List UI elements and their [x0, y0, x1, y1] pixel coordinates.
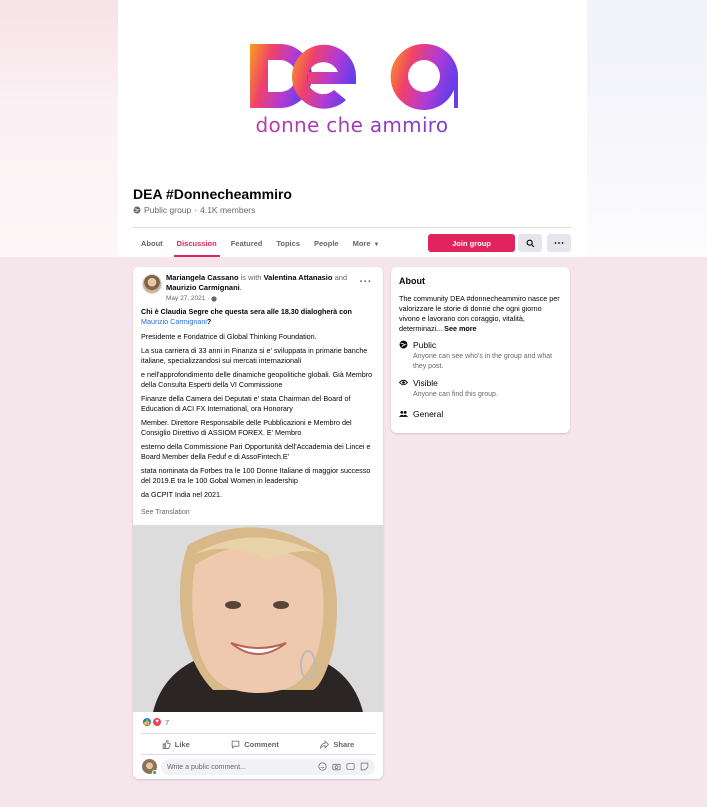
post-paragraph: Finanze della Camera dei Deputati e' stata Chairman del Board of Education di ACI FX International, ora Honorary [141, 394, 351, 413]
globe-icon [211, 296, 217, 302]
like-label: Like [174, 739, 190, 749]
post-paragraph: e nell'approfondimento delle dinamiche geopolitiche globali. Già Membro della Consulta Esperti della VI Commissione [141, 370, 373, 389]
actions-divider-top [141, 733, 375, 734]
tab-more-label: More [352, 239, 371, 248]
visible-description: Anyone can find this group. [413, 391, 498, 398]
public-title: Public [413, 340, 437, 350]
logo-subtitle: donne che ammiro [255, 113, 449, 137]
author-avatar[interactable] [142, 274, 162, 294]
post-paragraph: esterno della Commissione Pari Opportunità dell'Accademia dei Lincei e Board Member della Feduf e di AssoFintech.E' [141, 442, 371, 461]
tagged-suffix: . [239, 283, 242, 292]
about-description [399, 294, 563, 334]
group-tabs [133, 230, 386, 257]
ellipsis-icon [554, 241, 564, 245]
see-more-link[interactable]: See more [444, 324, 477, 333]
with-text: is with [240, 273, 262, 282]
privacy-label[interactable]: Public group [144, 205, 192, 215]
general-title: General [413, 409, 444, 419]
group-people-icon [399, 409, 408, 418]
group-title[interactable]: DEA #Donnecheammiro [133, 186, 292, 202]
search-icon [526, 239, 535, 248]
tab-people[interactable]: People [314, 239, 339, 248]
group-cover-photo[interactable] [118, 0, 586, 178]
post-author-line [166, 273, 351, 293]
tab-more[interactable] [346, 230, 387, 257]
post-paragraph: da GCPIT India nel 2021. [141, 490, 222, 499]
like-reaction-icon: 👍 [142, 717, 152, 727]
caret-down-icon: ▼ [373, 242, 380, 248]
post-paragraph: stata nominata da Forbes tra le 100 Donne Italiane di maggior successo del 2019.E tra le 100 Gobal Women in leadership [141, 466, 371, 485]
tab-discussion[interactable]: Discussion [170, 230, 224, 257]
dea-logo [248, 40, 458, 112]
thumbs-up-icon [162, 740, 171, 749]
share-button[interactable] [320, 740, 354, 749]
header-divider [133, 227, 571, 228]
comment-input[interactable] [161, 759, 375, 775]
globe-icon [133, 206, 141, 214]
share-icon [320, 740, 329, 749]
tab-topics[interactable]: Topics [276, 239, 300, 248]
post-date-text: May 27, 2021 · [166, 295, 210, 302]
gif-icon[interactable] [346, 762, 355, 771]
emoji-icon[interactable] [318, 762, 327, 771]
headline-text: Chi è Claudia Segre che questa sera alle 18.30 dialogherà con [141, 307, 352, 316]
post-paragraph: La sua carriera di 33 anni in Finanza si e' sviluppata in primarie banche italiane, specializzandosi sui mercati internazionali [141, 346, 368, 365]
post-paragraph: Member. Direttore Responsabile delle Pubblicazioni e Membro del Consiglio Direttivo di ASSIOM FOREX. E' Membro [141, 418, 352, 437]
and-text: and [334, 273, 348, 282]
mention-link[interactable]: Maurizio Carmignani [141, 317, 207, 326]
tab-featured[interactable]: Featured [230, 239, 263, 248]
tagged-person-1[interactable]: Valentina Attanasio [263, 273, 333, 282]
group-meta [133, 205, 255, 215]
comment-placeholder: Write a public comment... [167, 763, 246, 771]
members-count[interactable]: 4.1K members [200, 205, 256, 215]
search-button[interactable] [518, 234, 542, 252]
comment-tools [318, 762, 369, 771]
about-card [391, 267, 570, 433]
join-group-button[interactable]: Join group [428, 234, 515, 252]
love-reaction-icon: ♥ [152, 717, 162, 727]
meta-separator: · [194, 205, 198, 215]
reactions-summary[interactable] [142, 717, 169, 727]
comment-button[interactable] [231, 740, 279, 749]
post-date[interactable] [166, 295, 217, 302]
comment-icon [231, 740, 240, 749]
post-options-icon[interactable]: ··· [359, 276, 372, 288]
headline-suffix: ? [206, 317, 212, 326]
share-label: Share [333, 739, 355, 749]
author-name[interactable]: Mariangela Cassano [166, 273, 239, 282]
like-button[interactable] [162, 740, 190, 749]
comment-label: Comment [244, 739, 279, 749]
see-translation-link[interactable]: See Translation [141, 509, 190, 516]
visible-title: Visible [413, 378, 438, 388]
post-actions [141, 735, 375, 753]
portrait-image [133, 525, 383, 712]
post-card [133, 267, 383, 779]
eye-icon [399, 378, 408, 387]
logo-text: DEA [248, 40, 251, 41]
about-description-text: The community DEA #donnecheammiro nasce per valorizzare le storie di donne che ogni giorno vivono e lavorano con coraggio, vitalità, determinazi... [399, 294, 560, 333]
actions-divider-bottom [141, 754, 375, 755]
post-body [141, 307, 375, 504]
post-photo[interactable] [133, 525, 383, 712]
post-headline [141, 307, 375, 327]
post-paragraph: Presidente e Fondatrice di Global Thinking Foundation. [141, 332, 317, 341]
globe-icon [399, 340, 408, 349]
tagged-person-2[interactable]: Maurizio Carmignani [166, 283, 240, 292]
public-description: Anyone can see who's in the group and what they post. [413, 353, 553, 370]
tab-about[interactable]: About [141, 239, 163, 248]
sticker-icon[interactable] [360, 762, 369, 771]
group-header [118, 178, 586, 257]
more-options-button[interactable] [547, 234, 571, 252]
about-heading: About [399, 276, 425, 286]
online-status-indicator [152, 770, 157, 775]
camera-icon[interactable] [332, 762, 341, 771]
reaction-count: 7 [165, 717, 170, 727]
